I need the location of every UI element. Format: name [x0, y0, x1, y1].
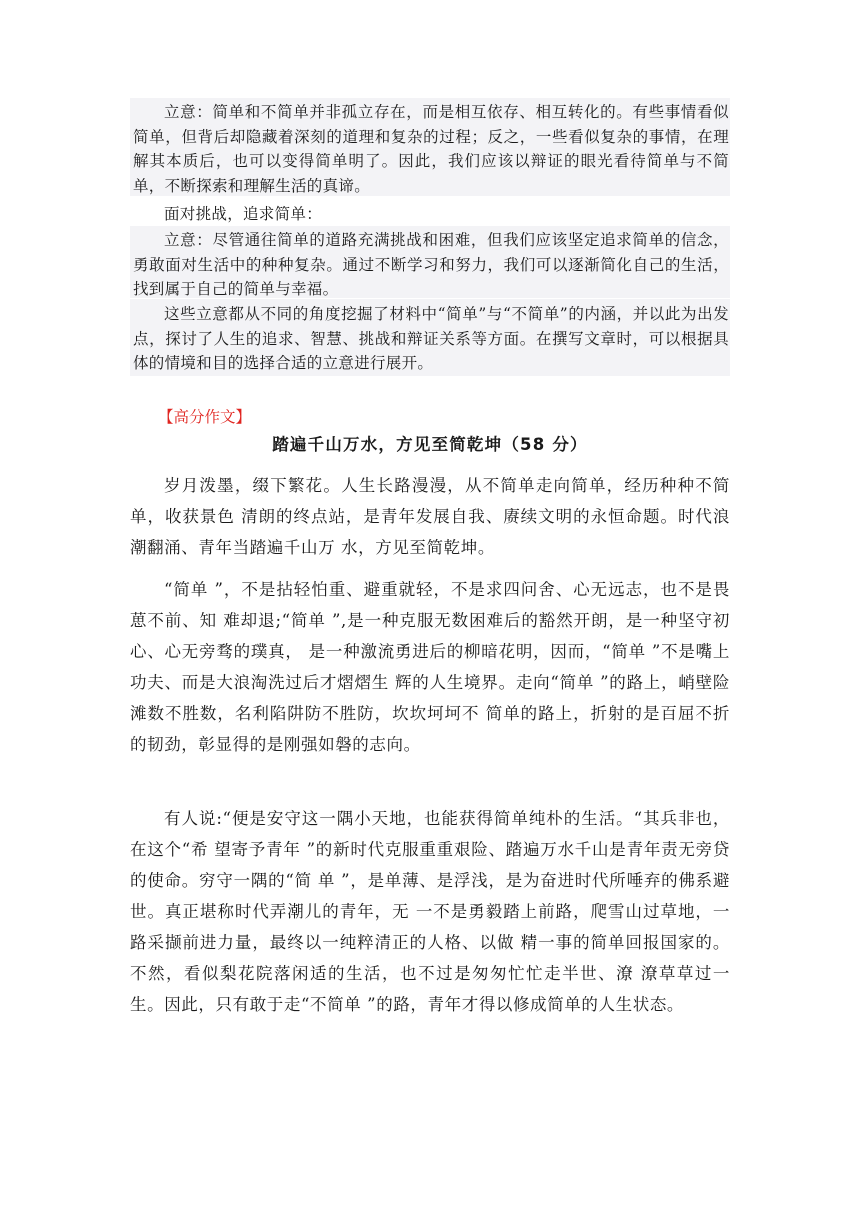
essay-section-label: 【高分作文】	[158, 408, 252, 426]
analysis-paragraph-1: 立意：简单和不简单并非孤立存在，而是相互依存、相互转化的。有些事情看似简单，但背后却隐藏着深刻的道理和复杂的过程；反之，一些看似复杂的事情，在理解其本质后，也可以变得简单明了。因此，我们应该以辩证的眼光看待简单与不简单，不断探索和理解生活的真谛。	[133, 103, 729, 195]
analysis-heading-2: 面对挑战，追求简单：	[164, 205, 323, 223]
essay-title: 踏遍千山万水，方见至简乾坤（58 分）	[272, 435, 588, 454]
analysis-paragraph-2: 立意：尽管通往简单的道路充满挑战和困难，但我们应该坚定追求简单的信念，勇敢面对生活中的种种复杂。通过不断学习和努力，我们可以逐渐简化自己的生活，找到属于自己的简单与幸福。	[133, 231, 729, 298]
essay-paragraph-2: “简单 ”，不是拈轻怕重、避重就轻，不是求四问舍、心无远志，也不是畏葸不前、知 难却退;“简单 ”,是一种克服无数困难后的豁然开朗，是一种坚守初心、心无旁骛的璞真， 是一种激流勇进后的柳暗花明，因而，“简单 ”不是嘴上功夫、而是大浪淘洗过后才熠熠生 辉的人生境界。走向“简单 ”的路上，峭壁险滩数不胜数，名利陷阱防不胜防，坎坎坷坷不 简单的路上，折射的是百屈不折的韧劲，彰显得的是刚强如磐的志向。	[130, 580, 730, 754]
essay-paragraph-1: 岁月泼墨，缀下繁花。人生长路漫漫，从不简单走向简单，经历种种不简单，收获景色 清朗的终点站，是青年发展自我、赓续文明的永恒命题。时代浪潮翻涌、青年当踏遍千山万 水，方见至简乾坤。	[130, 476, 730, 557]
analysis-summary: 这些立意都从不同的角度挖掘了材料中“简单”与“不简单”的内涵，并以此为出发点，探讨了人生的追求、智慧、挑战和辩证关系等方面。在撰写文章时，可以根据具体的情境和目的选择合适的立意进行展开。	[133, 305, 729, 372]
essay-paragraph-3: 有人说:“便是安守这一隅小天地，也能获得简单纯朴的生活。“其兵非也，在这个“希 望寄予青年 ”的新时代克服重重艰险、踏遍万水千山是青年责无旁贷的使命。穷守一隅的“简 单 ”，是单薄、是浮浅，是为奋进时代所唾弃的佛系避世。真正堪称时代弄潮儿的青年，无 一不是勇毅踏上前路，爬雪山过草地，一路采撷前进力量，最终以一纯粹清正的人格、以做 精一事的简单回报国家的。不然，看似梨花院落闲适的生活，也不过是匆匆忙忙走半世、潦 潦草草过一生。因此，只有敢于走“不简单 ”的路，青年才得以修成简单的人生状态。	[130, 809, 730, 1014]
